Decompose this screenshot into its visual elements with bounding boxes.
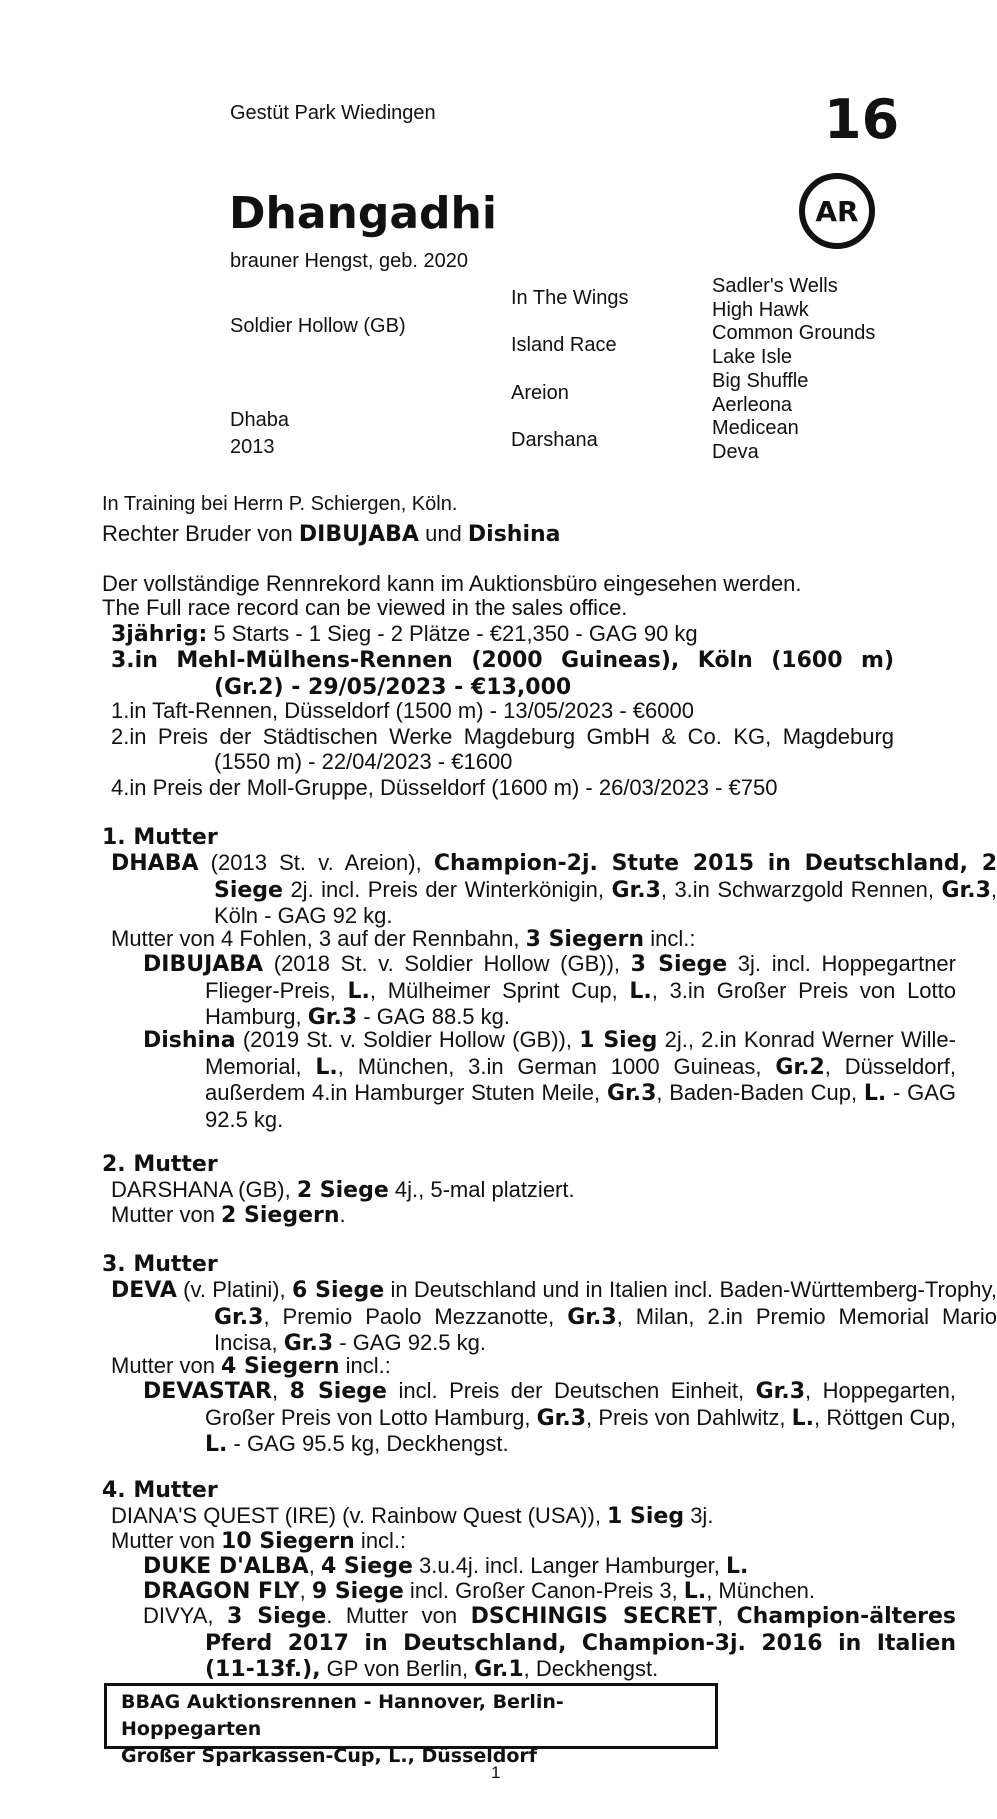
dam4-production-text: Mutter von <box>111 1528 222 1553</box>
dam3-production-text: incl.: <box>339 1353 391 1378</box>
ar-badge-label: AR <box>815 194 859 228</box>
foal-text: . Mutter von <box>326 1603 471 1628</box>
dam1-name: DHABA <box>111 851 199 876</box>
dam4-heading: 4. Mutter <box>102 1478 218 1503</box>
pedigree-great-grandparent: Sadler's Wells <box>712 275 838 297</box>
dam3-heading: 3. Mutter <box>102 1252 218 1277</box>
foal-bold: L. <box>347 978 370 1004</box>
pedigree-great-grandparent: Lake Isle <box>712 346 793 369</box>
dam3-text: , Milan, 2.in Premio Memorial Mario Incisa, <box>214 1303 997 1355</box>
dam2-production-text: . <box>339 1202 346 1227</box>
dam1-bold: Gr.3 <box>611 877 661 903</box>
horse-description: brauner Hengst, geb. 2020 <box>230 250 468 272</box>
page-number: 1 <box>491 1763 501 1782</box>
dam1-production <box>111 926 695 953</box>
pedigree-grandparent: Darshana <box>511 429 598 451</box>
foal-text: , Baden-Baden Cup, <box>656 1080 864 1105</box>
eligibility-line: BBAG Auktionsrennen - Hannover, Berlin-Hoppegarten <box>121 1691 564 1740</box>
dam1-production-bold: 3 Siegern <box>525 927 645 952</box>
training-info: In Training bei Herrn P. Schiergen, Köln. <box>102 493 458 515</box>
foal-text: (2019 St. v. Soldier Hollow (GB)), <box>235 1027 580 1052</box>
foal-text: - GAG 88.5 kg. <box>357 1004 510 1029</box>
dam3-production-bold: 4 Siegern <box>221 1354 340 1379</box>
dam3-production-text: Mutter von <box>111 1353 222 1378</box>
dam1-production-text: Mutter von 4 Fohlen, 3 auf der Rennbahn, <box>111 926 526 951</box>
dam3-entry <box>111 1277 997 1357</box>
ar-badge <box>799 173 875 249</box>
sibling-line <box>102 521 561 548</box>
foal-text: 3j. incl. Hoppegartner Flieger-Preis, <box>205 951 956 1003</box>
dam1-entry <box>111 850 997 929</box>
dam1-foal <box>143 1027 956 1132</box>
foal-name: DEVASTAR <box>143 1379 272 1404</box>
foal-text: , Mülheimer Sprint Cup, <box>369 977 630 1003</box>
pedigree-great-grandparents <box>712 275 875 465</box>
dam4-production-text: incl.: <box>354 1528 407 1553</box>
record-note <box>102 572 802 620</box>
dam3-text: - GAG 92.5 kg. <box>333 1330 486 1355</box>
foal-text: , München, 3.in German 1000 Guineas, <box>337 1053 776 1079</box>
pedigree-sire: Soldier Hollow (GB) <box>230 315 406 337</box>
dam2-bold: 2 Siege <box>296 1178 389 1203</box>
eligibility-line: Großer Sparkassen-Cup, L., Düsseldorf <box>121 1745 538 1767</box>
foal-text: , <box>716 1603 737 1628</box>
dam1-production-text: incl.: <box>644 926 696 951</box>
foal-bold: L. <box>863 1081 887 1106</box>
pedigree-great-grandparent: Aerleona <box>712 393 793 416</box>
sibling-prefix: Rechter Bruder von <box>102 521 299 546</box>
foal-text: , <box>299 1578 312 1603</box>
record-note-de: Der vollständige Rennrekord kann im Auktionsbüro eingesehen werden. <box>102 571 802 596</box>
foal-text: incl. Großer Canon-Preis 3, <box>403 1578 684 1603</box>
pedigree-great-grandparent: Medicean <box>712 417 799 440</box>
foal-bold: 4 Siege <box>320 1554 413 1579</box>
foal-text: - GAG 95.5 kg, Deckhengst. <box>227 1431 509 1456</box>
dam2-heading: 2. Mutter <box>102 1152 218 1177</box>
pedigree-dam-year: 2013 <box>230 436 275 458</box>
race-record-age-label: 3jährig: <box>111 622 208 647</box>
race-result-top-text: 3.in Mehl-Mülhens-Rennen (2000 Guineas), Köln (1600 m) (Gr.2) - 29/05/2023 - €13,000 <box>111 648 894 700</box>
dam2-production-bold: 2 Siegern <box>221 1203 340 1228</box>
foal-text: , Röttgen Cup, <box>814 1404 957 1430</box>
foal-bold: Gr.3 <box>307 1005 358 1030</box>
foal-bold: 3 Siege <box>630 952 728 977</box>
stud-name: Gestüt Park Wiedingen <box>230 102 436 124</box>
foal-text: GP von Berlin, <box>320 1656 475 1681</box>
foal-text: , Düsseldorf, außerdem 4.in Hamburger Stuten Meile, <box>205 1053 956 1105</box>
foal-bold: L. <box>725 1554 749 1579</box>
dam3-production <box>111 1353 391 1380</box>
dam1-heading: 1. Mutter <box>102 825 218 850</box>
dam2-entry <box>111 1177 575 1204</box>
dam3-name: DEVA <box>111 1278 177 1303</box>
dam3-text: , Premio Paolo Mezzanotte, <box>263 1303 568 1329</box>
dam3-bold: Gr.3 <box>567 1304 617 1330</box>
dam4-bold: 1 Sieg <box>607 1504 685 1529</box>
foal-name: Dishina <box>143 1028 236 1053</box>
foal-text: 3.u.4j. incl. Langer Hamburger, <box>412 1553 726 1578</box>
dam3-foal <box>143 1378 956 1458</box>
dam3-bold: Gr.3 <box>214 1304 264 1330</box>
dam4-foal <box>143 1578 815 1605</box>
pedigree-great-grandparent: High Hawk <box>712 298 809 321</box>
foal-bold: L. <box>629 978 652 1004</box>
dam2-name: DARSHANA (GB), <box>111 1177 297 1202</box>
dam3-text: (v. Platini), <box>176 1277 292 1302</box>
foal-bold: Gr.2 <box>775 1054 825 1080</box>
foal-text: , <box>308 1553 321 1578</box>
pedigree-great-grandparent: Big Shuffle <box>712 369 809 392</box>
foal-text: 2j., 2.in Konrad Werner Wille-Memorial, <box>205 1027 956 1079</box>
pedigree-grandparent: Island Race <box>511 334 617 356</box>
foal-bold: L. <box>205 1432 228 1457</box>
foal-name: DIBUJABA <box>143 952 264 977</box>
foal-bold: L. <box>683 1579 707 1604</box>
foal-bold: 1 Sieg <box>579 1028 658 1053</box>
foal-name: DRAGON FLY <box>143 1579 300 1604</box>
foal-text: , <box>271 1378 290 1403</box>
foal-bold: Gr.1 <box>474 1657 524 1682</box>
dam1-bold: Champion-2j. Stute 2015 in Deutschland, 2 Siege <box>214 851 997 903</box>
dam4-foal <box>143 1603 956 1683</box>
foal-text: , Deckhengst. <box>523 1656 659 1681</box>
dam1-text: , 3.in Schwarzgold Rennen, <box>660 876 942 902</box>
dam3-bold: Gr.3 <box>283 1331 334 1356</box>
eligibility-box <box>104 1683 718 1767</box>
dam3-bold: 6 Siege <box>291 1278 385 1303</box>
foal-bold: DSCHINGIS SECRET <box>470 1604 717 1629</box>
dam2-text: 4j., 5-mal platziert. <box>388 1177 575 1202</box>
dam4-name: DIANA'S QUEST (IRE) (v. Rainbow Quest (USA)), <box>111 1503 608 1528</box>
race-result: 4.in Preis der Moll-Gruppe, Düsseldorf (1600 m) - 26/03/2023 - €750 <box>111 774 778 800</box>
dam1-text: (2013 St. v. Areion), <box>198 850 434 875</box>
pedigree-great-grandparent: Common Grounds <box>712 322 876 345</box>
foal-name: DUKE D'ALBA <box>143 1554 309 1579</box>
foal-bold: Gr.3 <box>536 1405 587 1431</box>
pedigree-dam: Dhaba <box>230 409 289 431</box>
foal-bold: Gr.3 <box>606 1081 657 1106</box>
dam4-production <box>111 1528 406 1555</box>
foal-bold: Champion-älteres Pferd 2017 in Deutschland, Champion-3j. 2016 in Italien (11-13f.), <box>205 1604 956 1682</box>
foal-text: incl. Preis der Deutschen Einheit, <box>386 1378 756 1403</box>
foal-text: , 3.in Großer Preis von Lotto Hamburg, <box>205 977 956 1029</box>
sibling-mid: und <box>418 521 468 546</box>
foal-bold: 8 Siege <box>289 1379 387 1404</box>
foal-name: DIVYA, <box>143 1603 227 1628</box>
dam4-production-bold: 10 Siegern <box>221 1529 355 1554</box>
dam4-foal <box>143 1553 748 1580</box>
pedigree-grandparent: Areion <box>511 382 569 404</box>
dam1-text: 2j. incl. Preis der Winterkönigin, <box>282 876 612 902</box>
race-result: 2.in Preis der Städtischen Werke Magdeburg GmbH & Co. KG, Magdeburg (1550 m) - 22/04/2023 - €1600 <box>111 723 894 774</box>
dam4-entry <box>111 1503 713 1530</box>
foal-text: - GAG 92.5 kg. <box>205 1080 957 1132</box>
horse-name: Dhangadhi <box>229 188 497 239</box>
dam2-production <box>111 1202 346 1229</box>
foal-text: , Hoppegarten, Großer Preis von Lotto Hamburg, <box>205 1378 956 1430</box>
foal-bold: L. <box>791 1405 815 1431</box>
lot-number: 16 <box>824 88 900 151</box>
race-result: 1.in Taft-Rennen, Düsseldorf (1500 m) - 13/05/2023 - €6000 <box>111 698 694 723</box>
race-record-summary-text: 5 Starts - 1 Sieg - 2 Plätze - €21,350 - GAG 90 kg <box>207 621 698 646</box>
dam1-text: , Köln - GAG 92 kg. <box>214 876 997 928</box>
foal-text: , Preis von Dahlwitz, <box>586 1404 792 1430</box>
pedigree-great-grandparent: Deva <box>712 440 759 463</box>
foal-text: , München. <box>706 1578 816 1603</box>
race-record-summary <box>111 621 698 648</box>
foal-bold: 3 Siege <box>226 1604 327 1629</box>
foal-bold: L. <box>315 1054 338 1080</box>
foal-bold: 9 Siege <box>311 1579 404 1604</box>
sibling-name: DIBUJABA <box>298 522 419 547</box>
foal-bold: Gr.3 <box>755 1379 806 1404</box>
dam1-bold: Gr.3 <box>941 877 991 903</box>
pedigree-grandparent: In The Wings <box>511 287 629 309</box>
sibling-name: Dishina <box>467 522 561 547</box>
dam3-text: in Deutschland und in Italien incl. Baden-Württemberg-Trophy, <box>384 1277 997 1302</box>
dam4-text: 3j. <box>684 1503 714 1528</box>
race-results-list <box>111 698 894 800</box>
record-note-en: The Full race record can be viewed in the sales office. <box>102 595 628 620</box>
dam1-foal <box>143 951 956 1031</box>
dam2-production-text: Mutter von <box>111 1202 222 1227</box>
foal-text: (2018 St. v. Soldier Hollow (GB)), <box>263 951 631 976</box>
race-result-top <box>111 647 894 700</box>
